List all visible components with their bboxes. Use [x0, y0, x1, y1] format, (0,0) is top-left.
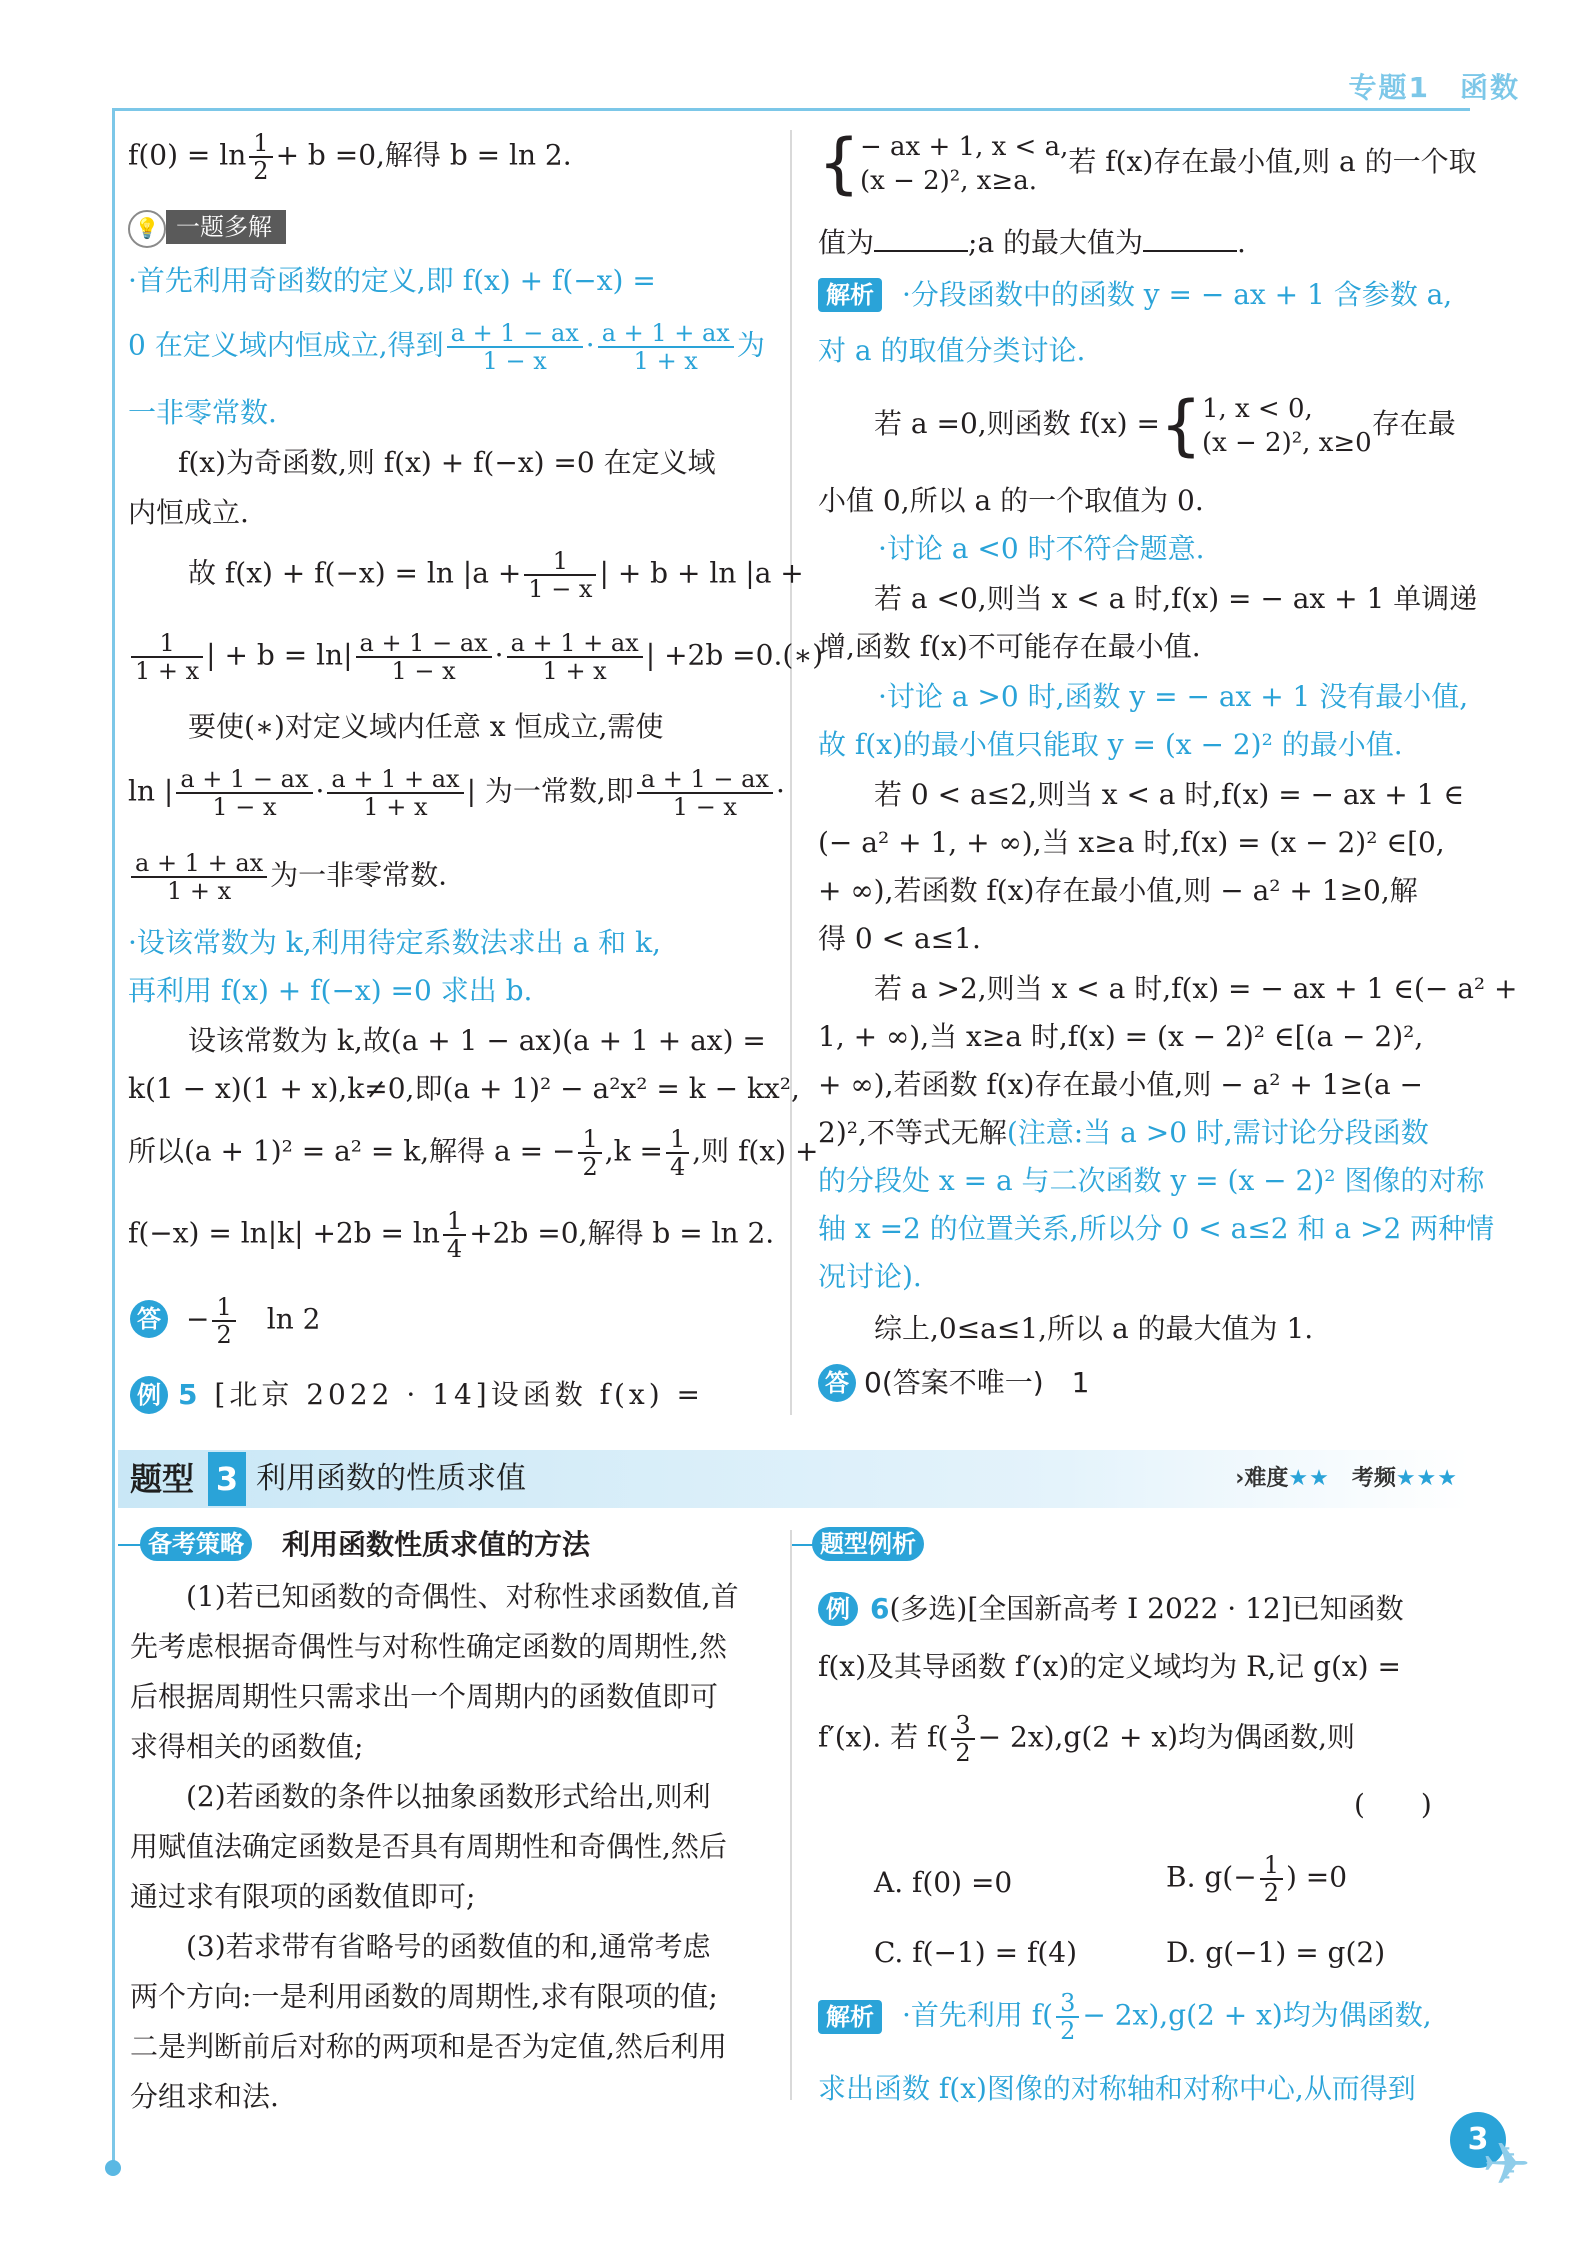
strategy-tag: 备考策略	[140, 1527, 252, 1561]
top-rule	[112, 108, 1470, 111]
note-line: 况讨论).	[818, 1260, 922, 1293]
text-line: 要使(∗)对定义域内任意 x 恒成立,需使	[188, 710, 664, 743]
page-number: 3	[1450, 2112, 1506, 2168]
text-line: 两个方向:一是利用函数的周期性,求有限项的值;	[130, 1980, 718, 2013]
multi-solution-tag	[128, 210, 328, 244]
hint-line-1: ·首先利用奇函数的定义,即 f(x) + f(−x) =	[128, 264, 656, 297]
hint-line: ·讨论 a <0 时不符合题意.	[878, 532, 1205, 565]
equation-line: ln | $\frac{a + 1 - ax}{1 - x}$ · $\frac{a + 1 + ax}{1 + x}$ | 为一常数,即 $\frac{a + 1 - ax}{1 - x}$ ·	[128, 765, 785, 821]
hint-line-3: 一非零常数.	[128, 396, 277, 429]
analysis-line-1: ·分段函数中的函数 y = − ax + 1 含参数 a,	[902, 278, 1453, 311]
example-badge: 例	[818, 1592, 858, 1626]
strategy-title: 利用函数性质求值的方法	[282, 1528, 591, 1561]
example-badge: 例	[130, 1376, 168, 1414]
note-line: 轴 x =2 的位置关系,所以分 0 < a≤2 和 a >2 两种情	[818, 1212, 1495, 1245]
side-dot	[105, 2160, 121, 2176]
case-a-zero: 若 a =0,则函数 f(x) ={1, x < 0, (x − 2)², x≥0存在最	[874, 386, 1456, 464]
text-line: 分组求和法.	[130, 2080, 279, 2113]
column-divider-lower	[790, 1530, 792, 2100]
analysis-line-1: ·首先利用 f( $\frac{3}{2}$ − 2x),g(2 + x)均为偶函数,	[902, 1989, 1432, 2045]
note-line: 的分段处 x = a 与二次函数 y = (x − 2)² 图像的对称	[818, 1164, 1485, 1197]
equation-line: 故 f(x) + f(−x) = ln |a + $\frac{1}{1 - x}$ | + b + ln |a +	[188, 547, 804, 603]
text-line: 求得相关的函数值;	[130, 1730, 364, 1763]
hint-line-4: ·设该常数为 k,利用待定系数法求出 a 和 k,	[128, 926, 661, 959]
section-meta: ›难度★★ 考频★★★	[1235, 1466, 1458, 1491]
example-6-line: 6(多选)[全国新高考 Ⅰ 2022 · 12]已知函数	[870, 1592, 1404, 1625]
text-line: 二是判断前后对称的两项和是否为定值,然后利用	[130, 2030, 727, 2063]
text-line: 增,函数 f(x)不可能存在最小值.	[818, 630, 1201, 663]
answer-value: 0(答案不唯一) 1	[864, 1366, 1090, 1399]
equation-line: $\frac{a + 1 + ax}{1 + x}$ 为一非零常数.	[128, 850, 447, 904]
text-line: 若 a >2,则当 x < a 时,f(x) = − ax + 1 ∈(− a² +	[874, 972, 1518, 1005]
analysis-line-2: 对 a 的取值分类讨论.	[818, 334, 1086, 367]
conclusion-line: 综上,0≤a≤1,所以 a 的最大值为 1.	[874, 1312, 1314, 1345]
text-line: 内恒成立.	[128, 496, 249, 529]
text-line: 若 a <0,则当 x < a 时,f(x) = − ax + 1 单调递	[874, 582, 1478, 615]
text-line: 用赋值法确定函数是否具有周期性和奇偶性,然后	[130, 1830, 727, 1863]
answer-badge: 答	[818, 1364, 856, 1402]
hint-line: ·讨论 a >0 时,函数 y = − ax + 1 没有最小值,	[878, 680, 1469, 713]
question-blanks: 值为 ;a 的最大值为 .	[818, 226, 1246, 259]
text-line: f(x)及其导函数 f′(x)的定义域均为 R,记 g(x) =	[818, 1650, 1401, 1683]
text-line: k(1 − x)(1 + x),k≠0,即(a + 1)² − a²x² = k − kx²,	[128, 1072, 800, 1105]
difficulty-stars: ★★	[1288, 1466, 1330, 1491]
text-line: 先考虑根据奇偶性与对称性确定函数的周期性,然	[130, 1630, 727, 1663]
text-line: 得 0 < a≤1.	[818, 922, 981, 955]
paper-plane-icon: ✈	[1482, 2130, 1531, 2198]
header-title: 专题1 函数	[1348, 71, 1520, 104]
text-line: (− a² + 1, + ∞),当 x≥a 时,f(x) = (x − 2)² ∈[0,	[818, 826, 1445, 859]
text-line: f(x)为奇函数,则 f(x) + f(−x) =0 在定义域	[178, 446, 716, 479]
text-line: + ∞),若函数 f(x)存在最小值,则 − a² + 1≥(a −	[818, 1068, 1424, 1101]
text-line: 小值 0,所以 a 的一个取值为 0.	[818, 484, 1204, 517]
option-c: C. f(−1) = f(4)	[874, 1936, 1077, 1969]
side-rule	[112, 108, 115, 2168]
section-title: 利用函数的性质求值	[256, 1461, 526, 1496]
answer-badge: 答	[130, 1300, 168, 1338]
fraction: $\frac{1}{2}$	[249, 130, 272, 184]
text-line: (2)若函数的条件以抽象函数形式给出,则利	[186, 1780, 711, 1813]
option-b: B. g(− $\frac{1}{2}$ ) =0	[1166, 1851, 1348, 1907]
option-d: D. g(−1) = g(2)	[1166, 1936, 1386, 1969]
option-a: A. f(0) =0	[874, 1866, 1013, 1899]
equation-line: 所以(a + 1)² = a² = k,解得 a = − $\frac{1}{2}$ ,k = $\frac{1}{4}$ ,则 f(x) +	[128, 1125, 819, 1181]
section-label: 题型	[130, 1460, 195, 1498]
answer-value: − $\frac{1}{2}$ ln 2	[186, 1293, 321, 1349]
analysis-line-2: 求出函数 f(x)图像的对称轴和对称中心,从而得到	[818, 2072, 1416, 2105]
analysis-badge: 解析	[818, 2000, 882, 2034]
blank-1	[874, 224, 968, 252]
analysis-badge: 解析	[818, 278, 882, 312]
equation-line: $\frac{1}{1 + x}$ | + b = ln| $\frac{a + 1 - ax}{1 - x}$ · $\frac{a + 1 + ax}{1 + x}$ | +2b =0.(∗)	[128, 630, 823, 684]
text-line: 若 0 < a≤2,则当 x < a 时,f(x) = − ax + 1 ∈	[874, 778, 1465, 811]
multi-solution-label: 一题多解	[166, 210, 286, 244]
equation-line: f(−x) = ln|k| +2b = ln $\frac{1}{4}$ +2b =0,解得 b = ln 2.	[128, 1207, 775, 1263]
text-line: 设该常数为 k,故(a + 1 − ax)(a + 1 + ax) =	[188, 1024, 766, 1057]
text-line: 1, + ∞),当 x≥a 时,f(x) = (x − 2)² ∈[(a − 2)²,	[818, 1020, 1424, 1053]
example-analysis-tag: 题型例析	[812, 1527, 924, 1561]
column-divider	[790, 130, 792, 1415]
left-line-1: f(0) = ln $\frac{1}{2}$ + b =0,解得 b = ln 2.	[128, 129, 572, 185]
text-line: + ∞),若函数 f(x)存在最小值,则 − a² + 1≥0,解	[818, 874, 1418, 907]
blank-2	[1143, 224, 1237, 252]
section-number: 3	[208, 1452, 246, 1506]
text-line: (1)若已知函数的奇偶性、对称性求函数值,首	[186, 1580, 739, 1613]
equation-line: f′(x). 若 f( $\frac{3}{2}$ − 2x),g(2 + x)均为偶函数,则	[818, 1711, 1355, 1767]
piecewise-definition: {− ax + 1, x < a, (x − 2)², x≥a.若 f(x)存在最小值,则 a 的一个取	[818, 124, 1477, 202]
frequency-stars: ★★★	[1395, 1466, 1458, 1491]
hint-line-5: 再利用 f(x) + f(−x) =0 求出 b.	[128, 974, 533, 1007]
example-5-line: 5 [北京 2022 · 14]设函数 f(x) =	[178, 1378, 704, 1411]
answer-paren: ( )	[1354, 1788, 1432, 1821]
hint-line-2: 0 在定义域内恒成立,得到 $\frac{a + 1 - ax}{1 - x}$ · $\frac{a + 1 + ax}{1 + x}$ 为	[128, 319, 765, 375]
hint-line: 故 f(x)的最小值只能取 y = (x − 2)² 的最小值.	[818, 728, 1403, 761]
text-line: 后根据周期性只需求出一个周期内的函数值即可	[130, 1680, 719, 1713]
text-line: (3)若求带有省略号的函数值的和,通常考虑	[186, 1930, 711, 1963]
text-line: 通过求有限项的函数值即可;	[130, 1880, 476, 1913]
lightbulb-icon: 💡	[128, 210, 166, 248]
text-line: 2)²,不等式无解(注意:当 a >0 时,需讨论分段函数	[818, 1116, 1429, 1149]
